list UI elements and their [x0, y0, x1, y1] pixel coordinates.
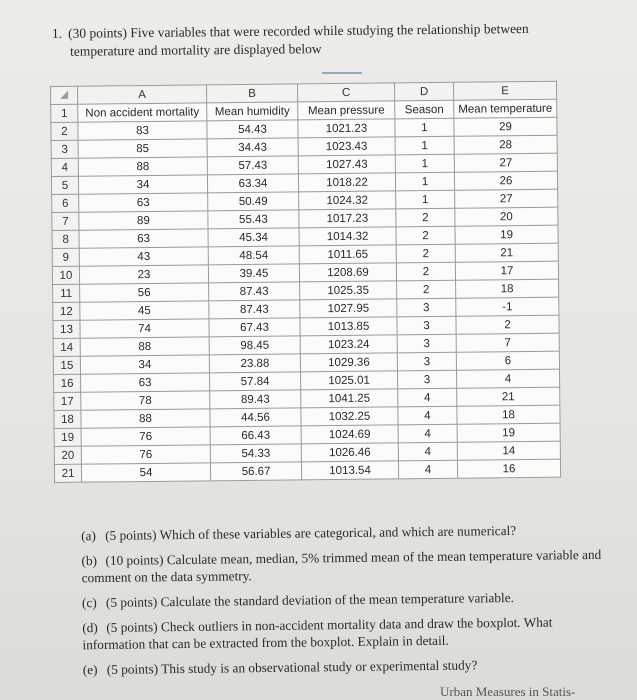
- row-number: 7: [52, 212, 79, 230]
- row-number: 14: [53, 338, 80, 356]
- table-cell: 4: [398, 424, 457, 443]
- table-cell: 45: [80, 301, 209, 320]
- column-letter-a: A: [78, 85, 207, 104]
- table-cell: 74: [80, 319, 209, 338]
- table-cell: 27: [454, 153, 557, 172]
- row-number: 11: [53, 284, 80, 302]
- table-cell: 7: [456, 333, 559, 352]
- table-cell: 63: [79, 193, 208, 212]
- table-cell: 23.88: [209, 354, 300, 373]
- header-cell: Mean pressure: [298, 101, 395, 120]
- table-cell: 26: [454, 171, 557, 190]
- table-cell: 48.54: [208, 246, 299, 265]
- table-cell: 76: [81, 427, 210, 446]
- question-number: 1.: [51, 25, 63, 41]
- table-cell: 83: [78, 121, 207, 140]
- table-cell: 1032.25: [301, 407, 398, 426]
- header-cell: Mean humidity: [207, 102, 298, 121]
- table-cell: 19: [457, 423, 560, 442]
- table-cell: 57.43: [207, 156, 298, 175]
- table-cell: 89.43: [210, 390, 301, 409]
- footer-snippet: Urban Measures in Statis-: [440, 684, 576, 699]
- row-number: 10: [52, 266, 79, 284]
- row-number: 4: [51, 158, 78, 176]
- table-cell: 34: [78, 175, 207, 194]
- table-cell: 63: [81, 373, 210, 392]
- table-cell: 1024.69: [301, 425, 398, 444]
- table-cell: 43: [79, 247, 208, 266]
- table-cell: 88: [80, 337, 209, 356]
- table-cell: 1017.23: [299, 209, 396, 228]
- table-cell: 18: [456, 279, 559, 298]
- table-cell: 2: [396, 226, 455, 245]
- table-cell: 6: [456, 351, 559, 370]
- header-cell: Season: [395, 100, 454, 119]
- table-cell: 63.34: [207, 174, 298, 193]
- table-cell: 55.43: [208, 210, 299, 229]
- sub-question-text: (5 points) Calculate the standard deviation of the mean temperature variable.: [105, 589, 515, 610]
- table-cell: 4: [398, 406, 457, 425]
- table-cell: -1: [456, 297, 559, 316]
- sub-question-text: (10 points) Calculate mean, median, 5% trimmed mean of the mean temperature variable and comment on the data symmetry.: [81, 546, 602, 586]
- sub-questions: [81, 521, 613, 686]
- row-number: 16: [54, 374, 81, 392]
- table-cell: 23: [79, 265, 208, 284]
- table-cell: 63: [79, 229, 208, 248]
- select-all-corner: [51, 86, 78, 104]
- data-table: [50, 81, 561, 483]
- column-letter-c: C: [297, 83, 394, 102]
- row-number: 5: [51, 176, 78, 194]
- table-cell: 4: [456, 369, 559, 388]
- table-cell: 1021.23: [298, 119, 395, 138]
- table-cell: 1: [395, 154, 454, 173]
- table-cell: 1: [395, 118, 454, 137]
- table-cell: 2: [396, 208, 455, 227]
- table-cell: 34.43: [207, 138, 298, 157]
- table-cell: 14: [457, 441, 560, 460]
- table-cell: 1: [395, 136, 454, 155]
- row-number: 15: [53, 356, 80, 374]
- row-number: 21: [54, 464, 81, 482]
- sub-question: [81, 521, 611, 544]
- table-cell: 66.43: [210, 426, 301, 445]
- table-cell: 3: [398, 370, 457, 389]
- table-cell: 56.67: [210, 462, 301, 481]
- table-cell: 2: [456, 315, 559, 334]
- table-cell: 1208.69: [299, 263, 396, 282]
- sub-question-label: (b): [81, 553, 98, 569]
- table-cell: 89: [79, 211, 208, 230]
- question-line-2: temperature and mortality are displayed below: [70, 41, 322, 59]
- row-number: 12: [53, 302, 80, 320]
- table-cell: 18: [457, 405, 560, 424]
- table-cell: 19: [455, 225, 558, 244]
- table-cell: 2: [397, 280, 456, 299]
- row-number: 6: [52, 194, 79, 212]
- table-cell: 3: [397, 316, 456, 335]
- table-cell: 76: [81, 445, 210, 464]
- row-number: 17: [54, 392, 81, 410]
- table-cell: 87.43: [209, 300, 300, 319]
- spreadsheet: [50, 81, 561, 483]
- table-cell: 1011.65: [299, 245, 396, 264]
- row-number: 1: [51, 104, 78, 122]
- row-number: 2: [51, 122, 78, 140]
- table-cell: 88: [81, 409, 210, 428]
- table-cell: 3: [397, 298, 456, 317]
- table-cell: 3: [397, 352, 456, 371]
- table-cell: 34: [80, 355, 209, 374]
- table-cell: 1025.35: [300, 281, 397, 300]
- table-cell: 1014.32: [299, 227, 396, 246]
- table-cell: 21: [457, 387, 560, 406]
- table-cell: 88: [78, 157, 207, 176]
- table-cell: 54: [81, 463, 210, 482]
- table-cell: 1018.22: [298, 173, 395, 192]
- table-cell: 1027.95: [300, 299, 397, 318]
- table-cell: 1: [396, 190, 455, 209]
- table-cell: 1013.85: [300, 317, 397, 336]
- table-cell: 87.43: [209, 282, 300, 301]
- row-number: 9: [52, 248, 79, 266]
- table-cell: 1: [395, 172, 454, 191]
- table-cell: 21: [455, 243, 558, 262]
- sub-question-label: (d): [82, 620, 98, 636]
- sub-question-text: (5 points) Which of these variables are categorical, and which are numerical?: [105, 522, 517, 543]
- table-cell: 1041.25: [301, 389, 398, 408]
- sub-question-text: (5 points) Check outliers in non-accident mortality data and draw the boxplot. What information that can be extracted from the boxplot. Explain in detail.: [82, 614, 553, 653]
- sub-question-label: (e): [82, 662, 98, 678]
- row-number: 19: [54, 428, 81, 446]
- table-cell: 17: [455, 261, 558, 280]
- table-cell: 1026.46: [301, 443, 398, 462]
- table-cell: 45.34: [208, 228, 299, 247]
- table-cell: 1025.01: [301, 371, 398, 390]
- header-cell: Mean temperature: [454, 99, 557, 118]
- sub-question: [83, 655, 613, 678]
- table-cell: 44.56: [210, 408, 301, 427]
- table-cell: 16: [457, 459, 560, 478]
- sub-question: [82, 613, 612, 653]
- table-cell: 50.49: [208, 192, 299, 211]
- row-number: 8: [52, 230, 79, 248]
- table-cell: 2: [396, 244, 455, 263]
- table-cell: 54.33: [210, 444, 301, 463]
- sub-question: [82, 588, 612, 611]
- table-cell: 57.84: [210, 372, 301, 391]
- table-cell: 1023.24: [300, 335, 397, 354]
- table-cell: 4: [398, 460, 457, 479]
- table-cell: 56: [80, 283, 209, 302]
- table-cell: 4: [398, 442, 457, 461]
- table-cell: 67.43: [209, 318, 300, 337]
- table-cell: 27: [455, 189, 558, 208]
- column-letter-b: B: [206, 84, 297, 103]
- table-cell: 1024.32: [299, 191, 396, 210]
- table-cell: 1023.43: [298, 137, 395, 156]
- column-letter-d: D: [394, 82, 453, 101]
- table-cell: 85: [78, 139, 207, 158]
- row-number: 18: [54, 410, 81, 428]
- sub-question-text: (5 points) This study is an observational study or experimental study?: [106, 657, 478, 677]
- table-cell: 2: [396, 262, 455, 281]
- divider-line: [322, 72, 362, 74]
- sub-question-label: (c): [81, 595, 97, 611]
- column-letter-e: E: [453, 81, 556, 100]
- table-cell: 1027.43: [298, 155, 395, 174]
- corner-triangle-icon: [60, 90, 68, 98]
- table-cell: 4: [398, 388, 457, 407]
- table-cell: 1029.36: [300, 353, 397, 372]
- table-cell: 28: [454, 135, 557, 154]
- table-cell: 39.45: [208, 264, 299, 283]
- table-cell: 98.45: [209, 336, 300, 355]
- row-number: 13: [53, 320, 80, 338]
- table-cell: 3: [397, 334, 456, 353]
- sub-question: [81, 546, 611, 586]
- table-cell: 54.43: [207, 120, 298, 139]
- table-cell: 1013.54: [301, 461, 398, 480]
- question-header: [52, 19, 612, 61]
- header-cell: Non accident mortality: [78, 103, 207, 122]
- sub-question-label: (a): [81, 528, 97, 544]
- row-number: 3: [51, 140, 78, 158]
- table-cell: 78: [81, 391, 210, 410]
- row-number: 20: [54, 446, 81, 464]
- question-line-1: (30 points) Five variables that were recorded while studying the relationship between: [67, 20, 529, 41]
- table-cell: 29: [454, 117, 557, 136]
- table-cell: 20: [455, 207, 558, 226]
